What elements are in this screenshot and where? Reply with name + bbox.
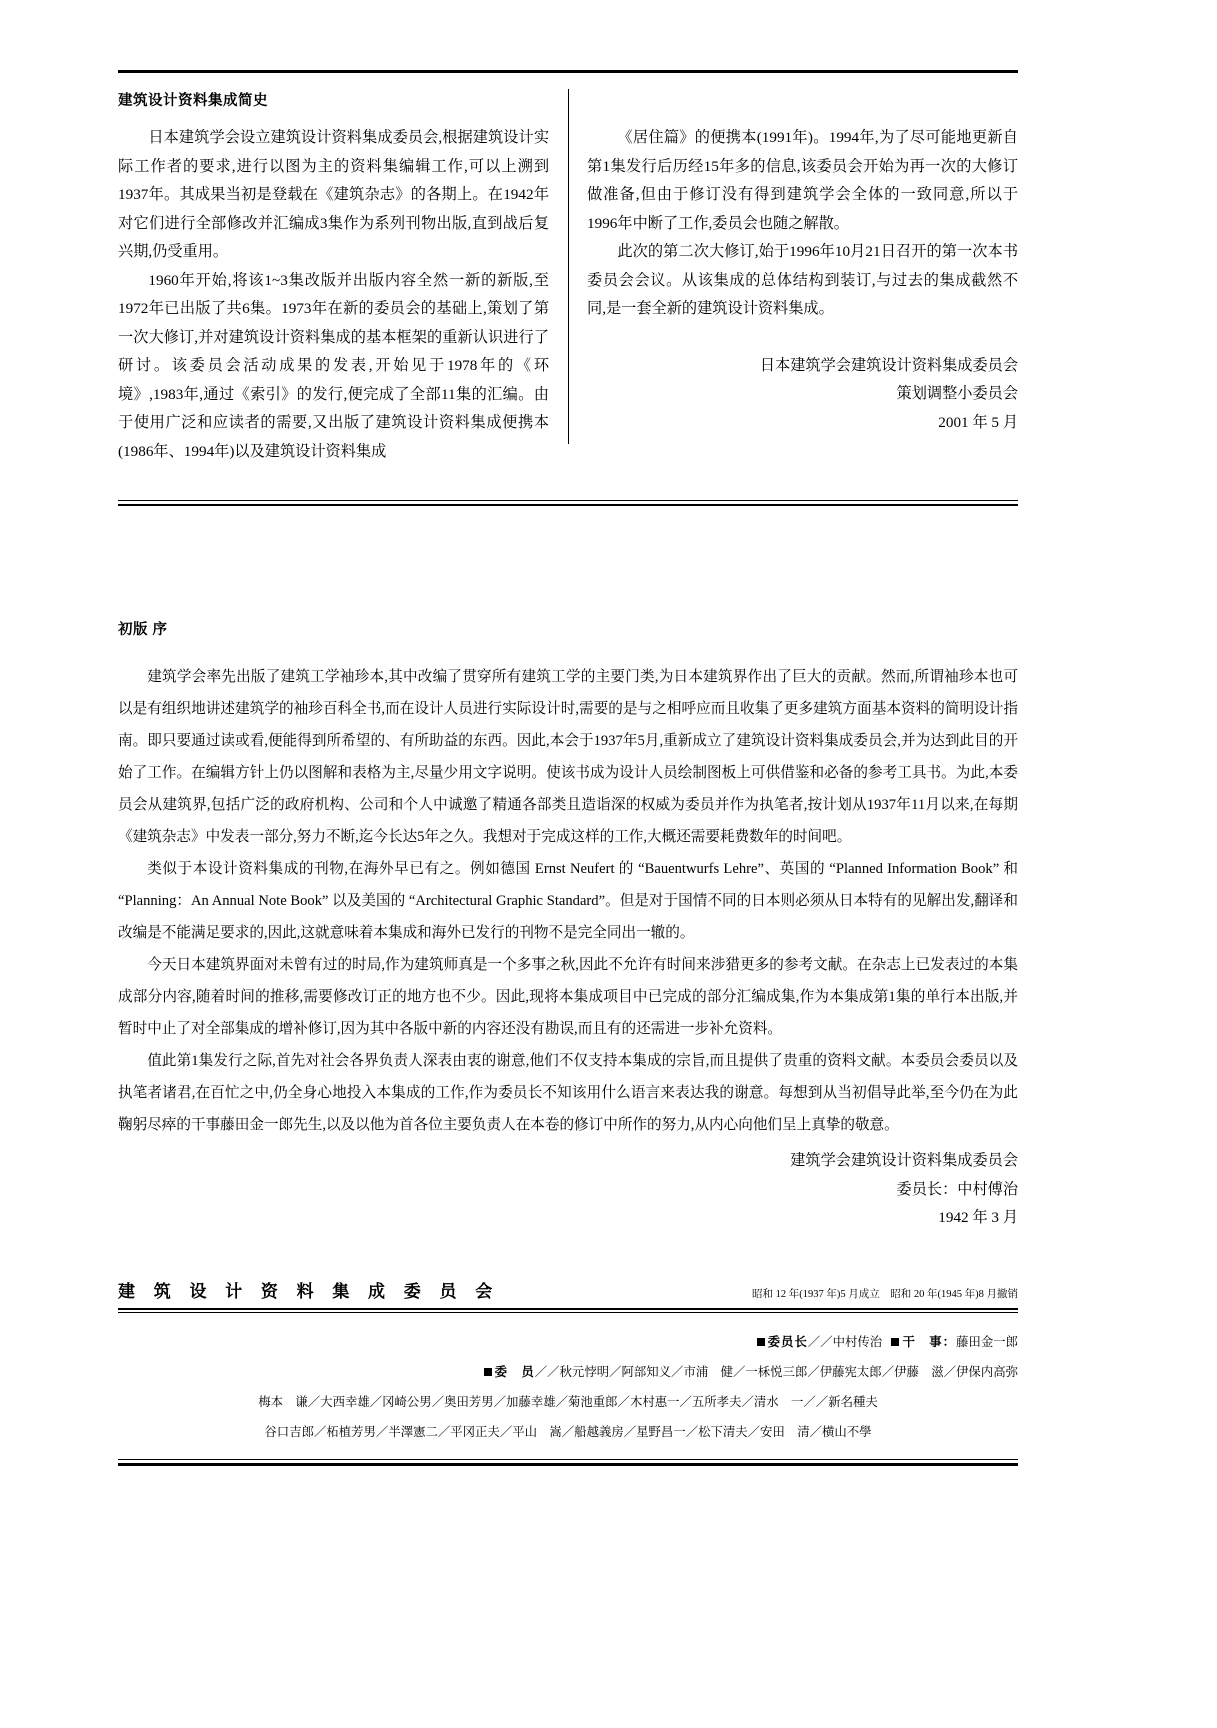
committee-member-rows [118, 1313, 1018, 1447]
rule-medium [118, 504, 1018, 506]
paragraph: 日本建筑学会设立建筑设计资料集成委员会,根据建筑设计实际工作者的要求,进行以图为主的资料集编辑工作,可以上溯到1937年。其成果当初是登载在《建筑杂志》的各期上。在1942年对它们进行全部修改并汇编成3集作为系列刊物出版,直到战后复兴期,仍受重用。 [118, 129, 549, 260]
committee-member-names: 秋元悖明／阿部知义／市浦 健／一柇悦三郎／伊藤宪太郎／伊藤 滋／伊保内高弥 [559, 1364, 1018, 1379]
committee-member-names: 梅本 谦／大西幸雄／冈崎公男／奥田芳男／加藤幸雄／菊池重郎／木村惠一／五所孝夫／清水 一／／新名種夫 [258, 1394, 878, 1409]
section-history-right-column [587, 124, 1018, 466]
committee-role-label: 委员长 [767, 1334, 808, 1349]
paragraph: 值此第1集发行之际,首先对社会各界负责人深表由衷的谢意,他们不仅支持本集成的宗旨,而且提供了贵重的资料文献。本委员会委员以及执笔者诸君,在百忙之中,仍全身心地投入本集成的工作,作为委员长不知该用什么语言来表达我的谢意。每想到从当初倡导此举,至今仍在为此鞠躬尽瘁的干事藤田金一郎先生,以及以他为首各位主要负责人在本卷的修订中所作的努力,从内心向他们呈上真挚的敬意。 [118, 1053, 1018, 1133]
section-history-signature [587, 352, 1018, 438]
bullet-square-icon [891, 1338, 899, 1346]
committee-title: 建 筑 设 计 资 料 集 成 委 员 会 [118, 1281, 500, 1301]
committee-role-label: 干 事： [902, 1334, 957, 1349]
page-content [118, 70, 1018, 1466]
section-preface [118, 618, 1018, 1233]
committee-member-names: 谷口吉郎／柘植芳男／半澤憲二／平冈正夫／平山 嵩／船越義房／星野昌一／松下清夫／安田 清／横山不學 [264, 1424, 872, 1439]
bullet-square-icon [484, 1368, 492, 1376]
committee-member-names: 藤田金一郎 [956, 1334, 1018, 1349]
column-divider [568, 89, 569, 444]
top-rule-thick [118, 70, 1018, 73]
committee-role-label: 委 员 [494, 1364, 535, 1379]
paragraph: 今天日本建筑界面对未曾有过的时局,作为建筑师真是一个多事之秋,因此不允许有时间来涉猎更多的参考文献。在杂志上已发表过的本集成部分内容,随着时间的推移,需要修改订正的地方也不少。因此,现将本集成项目中已完成的部分汇编成集,作为本集成第1集的单行本出版,并暂时中止了对全部集成的增补修订,因为其中各版中新的内容还没有勘误,而且有的还需进一步补允资料。 [118, 957, 1018, 1037]
bottom-rule-thin [118, 1459, 1018, 1460]
bottom-rule-thick [118, 1463, 1018, 1466]
signature-line: 委员长：中村傅治 [896, 1180, 1018, 1198]
paragraph: 《居住篇》的便携本(1991年)。1994年,为了尽可能地更新自第1集发行后历经15年多的信息,该委员会开始为再一次的大修订做准备,但由于修订没有得到建筑学会全体的一致同意,所以于1996年中断了工作,委员会也随之解散。 [587, 129, 1018, 232]
committee-note: 昭和 12 年(1937 年)5 月成立 昭和 20 年(1945 年)8 月撤销 [752, 1288, 1018, 1300]
section-history-left-column [118, 124, 549, 466]
paragraph: 建筑学会率先出版了建筑工学袖珍本,其中改编了贯穿所有建筑工学的主要门类,为日本建筑界作出了巨大的贡献。然而,所谓袖珍本也可以是有组织地讲述建筑学的袖珍百科全书,而在设计人员进行实际设计时,需要的是与之相呼应而且收集了更多建筑方面基本资料的简明设计指南。即只要通过读或看,便能得到所希望的、有所助益的东西。因此,本会于1937年5月,重新成立了建筑设计资料集成委员会,并为达到此目的开始了工作。在编辑方针上仍以图解和表格为主,尽量少用文字说明。使该书成为设计人员绘制图板上可供借鉴和必备的参考工具书。为此,本委员会从建筑界,包括广泛的政府机构、公司和个人中诚邀了精通各部类且造诣深的权威为委员并作为执笔者,按计划从1937年11月以来,在每期《建筑杂志》中发表一部分,努力不断,迄今长达5年之久。我想对于完成这样的工作,大概还需要耗费数年的时间吧。 [118, 669, 1018, 845]
paragraph: 此次的第二次大修订,始于1996年10月21日召开的第一次本书委员会会议。从该集成的总体结构到装订,与过去的集成截然不同,是一套全新的建筑设计资料集成。 [587, 243, 1018, 317]
section-history-bottom-rules [118, 500, 1018, 506]
committee-row [118, 1327, 1018, 1357]
section-history [118, 89, 1018, 474]
committee-header [118, 1277, 1018, 1306]
signature-date: 2001 年 5 月 [938, 413, 1018, 431]
signature-line: 建筑学会建筑设计资料集成委员会 [790, 1152, 1018, 1169]
committee-member-names: 中村传治 [832, 1334, 883, 1349]
bottom-border-rules [118, 1459, 1018, 1466]
top-border-rules [118, 70, 1018, 73]
committee-row [118, 1357, 1018, 1387]
section-preface-heading: 初版 序 [118, 622, 168, 638]
signature-line: 策划调整小委员会 [896, 385, 1018, 402]
paragraph: 类似于本设计资料集成的刊物,在海外早已有之。例如德国 Ernst Neufert 的 “Bauentwurfs Lehre”、英国的 “Planned Information Book” 和 “Planning：An Annual Note Book” 以及美国的 “Architectural Graphic Standard”。但是对于国情不同的日本则必须从日本特有的见解出发,翻译和改编是不能满足要求的,因此,这就意味着本集成和海外已发行的刊物不是完全同出一辙的。 [118, 861, 1018, 941]
committee-separator: ／／ [807, 1334, 833, 1349]
committee-row [118, 1417, 1018, 1447]
paragraph: 1960年开始,将该1~3集改版并出版内容全然一新的新版,至1972年已出版了共6集。1973年在新的委员会的基础上,策划了第一次大修订,并对建筑设计资料集成的基本框架的重新认识进行了研讨。该委员会活动成果的发表,开始见于1978年的《环境》,1983年,通过《索引》的发行,便完成了全部11集的汇编。由于使用广泛和应读者的需要,又出版了建筑设计资料集成便携本(1986年、1994年)以及建筑设计资料集成 [118, 271, 549, 460]
signature-date: 1942 年 3 月 [938, 1209, 1018, 1226]
committee-separator: ／／ [534, 1364, 560, 1379]
committee-row [118, 1387, 1018, 1417]
signature-line: 日本建筑学会建筑设计资料集成委员会 [759, 356, 1018, 374]
committee-entry-gap [882, 1335, 891, 1349]
section-preface-signature [118, 1147, 1018, 1233]
bullet-square-icon [757, 1338, 765, 1346]
committee-rule-thick [118, 1308, 1018, 1310]
committee-section [118, 1277, 1018, 1466]
section-history-heading: 建筑设计资料集成简史 [118, 93, 268, 109]
